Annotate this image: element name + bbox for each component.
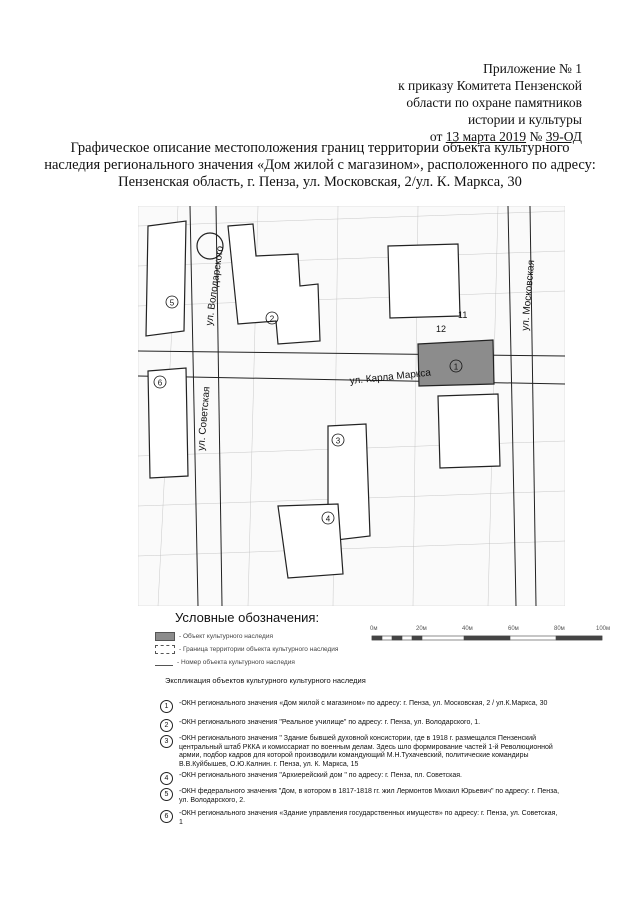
building-east (438, 394, 500, 468)
building-5 (146, 221, 186, 336)
document-title (20, 140, 620, 191)
scale-tick: 40м (462, 626, 473, 632)
lot-label-12: 12 (436, 324, 447, 334)
lot-label-11: 11 (458, 310, 468, 320)
scale-tick: 100м (596, 626, 611, 632)
street-label-volodarskogo: ул. Володарского (204, 245, 227, 327)
legend-label: - Объект культурного наследия (179, 633, 273, 640)
explication-title: Экспликация объектов культурного культурного наследия (165, 676, 366, 685)
explication-number: 1 (160, 700, 173, 713)
building-6 (148, 368, 188, 478)
explication-text: -ОКН регионального значения "Архиерейский дом " по адресу: г. Пенза, пл. Советская. (179, 772, 462, 779)
legend-swatch-dashed (155, 645, 175, 654)
legend-row-boundary (155, 645, 338, 654)
legend-title: Условные обозначения: (175, 610, 320, 625)
explication-text: -ОКН регионального значения «Здание управления государственных имуществ» по адресу: г. Пенза, ул. Советская, 1 (179, 810, 558, 826)
svg-text:6: 6 (157, 378, 163, 388)
explication-number: 4 (160, 772, 173, 785)
scale-bar (370, 622, 620, 658)
street-label-sovetskaya: ул. Советская (196, 386, 213, 452)
svg-text:1: 1 (453, 362, 459, 372)
explication-text: -ОКН регионального значения "Реальное училище" по адресу: г. Пенза, ул. Володарского, 1. (179, 719, 481, 726)
scale-tick: 60м (508, 626, 519, 632)
appendix-line-2: к приказу Комитета Пензенской (398, 78, 582, 93)
appendix-line-1: Приложение № 1 (483, 61, 582, 76)
appendix-header (322, 60, 582, 145)
order-number: 39-ОД (545, 129, 582, 144)
explication-text: -ОКН регионального значения «Дом жилой с магазином» по адресу: г. Пенза, ул. Московская, 2 / ул.К.Маркса, 30 (179, 700, 548, 707)
scale-tick: 80м (554, 626, 565, 632)
explication-item (160, 810, 560, 827)
explication-item (160, 719, 560, 732)
appendix-line-4: истории и культуры (467, 112, 582, 127)
title-line-1: Графическое описание местоположения границ территории объекта культурного (70, 140, 570, 156)
explication-text: -ОКН федерального значения "Дом, в котором в 1817-1818 гг. жил Лермонтов Михаил Юрьевич" по адресу: г. Пенза, ул. Володарского, 2. (179, 788, 560, 804)
site-plan-map (138, 206, 565, 606)
explication-number: 3 (160, 735, 173, 748)
building-north-block (388, 244, 460, 318)
legend-row-heritage-object (155, 632, 273, 641)
legend-swatch-grey (155, 632, 175, 641)
legend-row-number (155, 658, 295, 666)
explication-number: 6 (160, 810, 173, 823)
legend-label: - Граница территории объекта культурного наследия (179, 646, 339, 653)
date-prefix: от (429, 129, 446, 144)
street-label-marksa: ул. Карла Маркса (349, 367, 432, 387)
number-prefix: № (526, 129, 546, 144)
explication-item (160, 772, 560, 785)
title-line-3: Пензенская область, г. Пенза, ул. Московская, 2/ул. К. Маркса, 30 (118, 174, 522, 190)
appendix-line-3: области по охране памятников (406, 95, 582, 110)
explication-number: 2 (160, 719, 173, 732)
explication-item (160, 788, 560, 805)
svg-text:3: 3 (335, 436, 341, 446)
explication-item (160, 735, 560, 769)
svg-text:4: 4 (325, 514, 331, 524)
svg-text:2: 2 (269, 314, 275, 324)
svg-text:5: 5 (169, 298, 175, 308)
legend-label: - Номер объекта культурного наследия (177, 658, 295, 666)
title-line-2: наследия регионального значения «Дом жилой с магазином», расположенного по адресу: (44, 157, 596, 173)
explication-text: -ОКН регионального значения " Здание бывшей духовной консистории, где в 1918 г. размещался Пензенский центральный штаб РККА и комиссариат по военным делам. Здесь шло формирование частей 1-й Революционной армии, подбор кадров для которой производили командующий М.Н.Тухачевский, политические командиры В.В.Куйбышев, О.Ю.Калнин. г. Пенза, ул. К. Маркса, 15 (179, 735, 553, 768)
explication-item (160, 700, 560, 713)
order-date: 13 марта 2019 (445, 129, 527, 144)
scale-tick: 20м (416, 626, 427, 632)
scale-tick: 0м (370, 626, 378, 632)
legend-swatch-line (155, 658, 173, 666)
explication-number: 5 (160, 788, 173, 801)
street-label-moskovskaya: ул. Московская (520, 259, 538, 332)
